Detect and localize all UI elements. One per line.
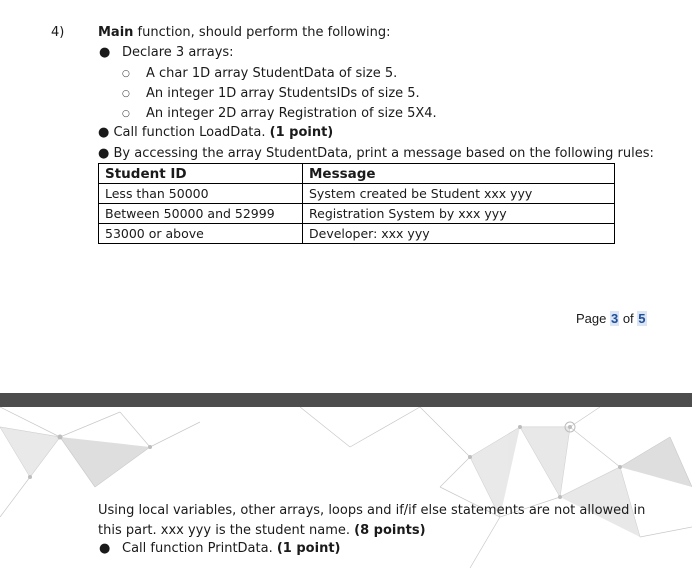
para-line-1: Using local variables, other arrays, loops and if/if else statements are not allowed in	[98, 503, 646, 518]
header-message: Message	[303, 164, 615, 184]
cell-student-id: Between 50000 and 52999	[99, 204, 303, 224]
cell-student-id: Less than 50000	[99, 184, 303, 204]
circle-bullet-icon: ○	[122, 89, 130, 99]
para-points: (8 points)	[354, 523, 426, 538]
call-load-line: ● Call function LoadData. (1 point)	[98, 125, 334, 140]
circle-bullet-icon: ○	[122, 69, 130, 79]
page-current: 3	[610, 311, 619, 326]
cell-message: Developer: xxx yyy	[303, 224, 615, 244]
call-load-points: (1 point)	[269, 125, 334, 140]
heading-rest: function, should perform the following:	[133, 25, 391, 40]
question-heading	[98, 25, 390, 40]
array-item-1: A char 1D array StudentData of size 5.	[146, 66, 398, 81]
cell-message: Registration System by xxx yyy	[303, 204, 615, 224]
table-row	[99, 204, 615, 224]
rules-table	[98, 163, 615, 244]
question-number: 4)	[51, 25, 65, 40]
access-rule-text: By accessing the array StudentData, print a message based on the following rules:	[113, 146, 654, 161]
call-print-points: (1 point)	[276, 541, 341, 556]
array-item-3: An integer 2D array Registration of size 5X4.	[146, 106, 437, 121]
page-number	[576, 311, 647, 326]
cell-student-id: 53000 or above	[99, 224, 303, 244]
para-line-2: this part. xxx yyy is the student name.	[98, 523, 355, 538]
bullet-icon: ●	[99, 45, 111, 60]
heading-bold: Main	[98, 25, 134, 40]
call-load-text: Call function LoadData.	[113, 125, 270, 140]
call-print-text: Call function PrintData.	[122, 541, 277, 556]
page-prefix: Page	[576, 311, 610, 326]
declare-line: Declare 3 arrays:	[122, 45, 234, 60]
access-rule-line: ● By accessing the array StudentData, print a message based on the following rules:	[98, 146, 654, 161]
instruction-paragraph	[98, 501, 668, 541]
circle-bullet-icon: ○	[122, 109, 130, 119]
table-row	[99, 184, 615, 204]
array-item-2: An integer 1D array StudentsIDs of size 5.	[146, 86, 420, 101]
bullet-icon: ●	[99, 541, 111, 556]
header-student-id: Student ID	[99, 164, 303, 184]
page-total: 5	[638, 311, 646, 326]
table-header-row	[99, 164, 615, 184]
cell-message: System created be Student xxx yyy	[303, 184, 615, 204]
page-gap	[0, 393, 692, 407]
page-4	[0, 407, 692, 568]
table-row	[99, 224, 615, 244]
call-print-line	[122, 541, 340, 556]
page-middle: of	[619, 311, 638, 326]
